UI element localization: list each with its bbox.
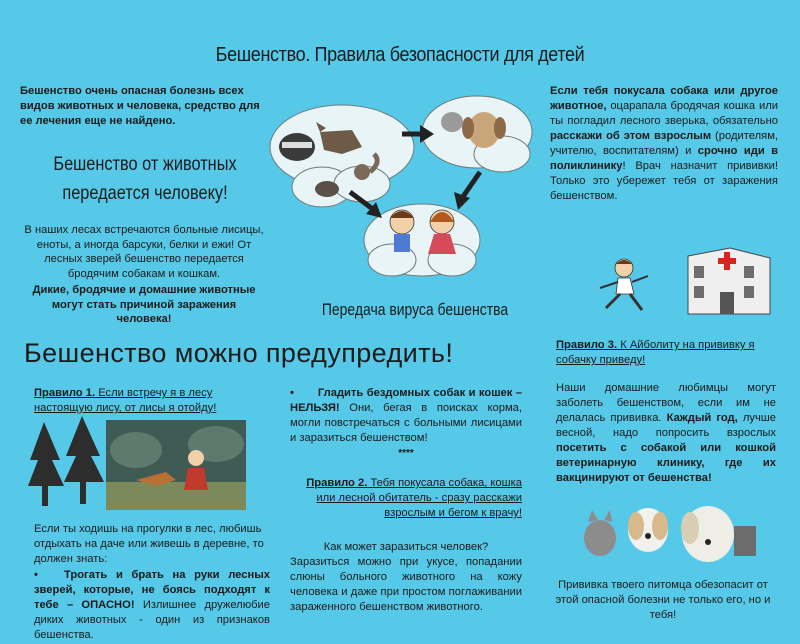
arrow-pets-to-children [454, 172, 480, 210]
how-answer: Заразиться можно при укусе, попадании слюны больного животного на кожу человека и даже при простом поглаживании зараженного бешенством животного. [290, 556, 522, 613]
bitten-text-3: ! Врач назначит прививки! Только это убережет тебя от заражения бешенством. [550, 160, 778, 202]
pets-text-1: Наши домашние любимцы могут заболеть бешенством, если им не делалась прививка. [556, 382, 776, 424]
bitten-text-1: оцарапала бродячая кошка или ты погладил лесного зверька, обязательно [550, 100, 778, 127]
wild-animals-paragraph: Дикие, бродячие и домашние животные могут стать причиной заражения человека! [32, 284, 256, 325]
rule-1-text: Если встречу я в лесу настоящую лису, от лисы я отойду! [34, 387, 217, 414]
cat-icon [441, 112, 463, 132]
subtitle [46, 150, 244, 208]
rule-3-text: К Айболиту на прививку я собачку приведу! [556, 339, 755, 366]
forests-paragraph: В наших лесах встречаются больные лисицы, еноты, а иногда барсуки, белки и ежи! От лесных зверей бешенство передается бродячим собакам и кошкам. [24, 224, 264, 280]
retriever-photo-icon [681, 506, 756, 562]
strays-bold: Гладить бездомных собак и кошек – НЕЛЬЗЯ! [290, 387, 522, 414]
warning-text: Излишнее дружелюбие диких животных - один из признаков бешенства. [34, 599, 270, 641]
clinic-building-icon [684, 238, 774, 318]
strays-bullet: • [290, 387, 294, 399]
page-title: Бешенство. Правила безопасности для детей [215, 44, 585, 66]
separator-stars: **** [398, 448, 414, 459]
raccoon-icon [279, 133, 315, 161]
rule-1-head: Правило 1. [34, 387, 96, 399]
pets-bold-2: посетить с собакой или кошкой ветеринарную клинику, где их вакцинируют от бешенства! [556, 442, 776, 484]
warning-bold: Трогать и брать на руки лесных зверей, которые, не боясь подходят к тебе – ОПАСНО! [34, 569, 270, 611]
rule-2 [290, 476, 522, 521]
transfer-caption: Передача вируса бешенства [321, 300, 509, 319]
fox-scene-image [106, 420, 246, 510]
vaccination-paragraph: Прививка твоего питомца обезопасит от этой опасной болезни не только его, но и тебя! [555, 579, 771, 621]
children-cloud [364, 204, 480, 276]
subtitle-line-2: передается человеку! [62, 183, 228, 204]
main-heading: Бешенство можно предупредить! [24, 338, 454, 368]
rule-3 [556, 338, 774, 368]
subtitle-line-1: Бешенство от животных [53, 154, 237, 175]
pets-text-2: лучше весной, надо попросить взрослых [556, 412, 776, 439]
strays-text: Они, бегая в поисках корма, могли повстречаться с больными лисицами и заразиться бешенством! [290, 402, 522, 444]
hedgehog-icon [315, 181, 339, 197]
bitten-bold-3: срочно иди в поликлинику [550, 145, 778, 172]
rule-2-head: Правило 2. [306, 477, 368, 489]
rule-2-text: Тебя покусала собака, кошка или лесной обитатель - сразу расскажи взрослым и бегом к врачу! [316, 477, 522, 519]
rule-3-head: Правило 3. [556, 339, 618, 351]
bitten-text-2: (родителям, учителю, воспитателям) и [550, 130, 778, 157]
rule-1 [34, 386, 270, 416]
intro-text: Бешенство очень опасная болезнь всех видов животных и человека, средство для ее лечения еще не найдено. [20, 85, 260, 127]
pets-photo [578, 496, 768, 574]
cat-photo-icon [584, 510, 616, 556]
transmission-diagram [262, 92, 552, 302]
bitten-bold-2: расскажи об этом взрослым [550, 130, 712, 142]
bitten-bold-1: Если тебя покусала собака или другое животное, [550, 85, 778, 112]
warning-paragraph [34, 568, 270, 643]
running-boy-illustration [582, 254, 662, 316]
walk-paragraph: Если ты ходишь на прогулки в лес, любишь отдыхать на даче или живешь в деревне, то должен знать: [34, 523, 264, 565]
warning-bullet: • [34, 569, 38, 581]
trees-icon [24, 416, 104, 512]
bitten-paragraph [550, 84, 778, 204]
puppy-photo-icon [628, 508, 668, 552]
pets-bold-1: Каждый год, [666, 412, 738, 424]
strays-paragraph [290, 386, 522, 446]
how-question: Как может заразиться человек? [323, 541, 489, 553]
pets-paragraph [556, 381, 776, 486]
